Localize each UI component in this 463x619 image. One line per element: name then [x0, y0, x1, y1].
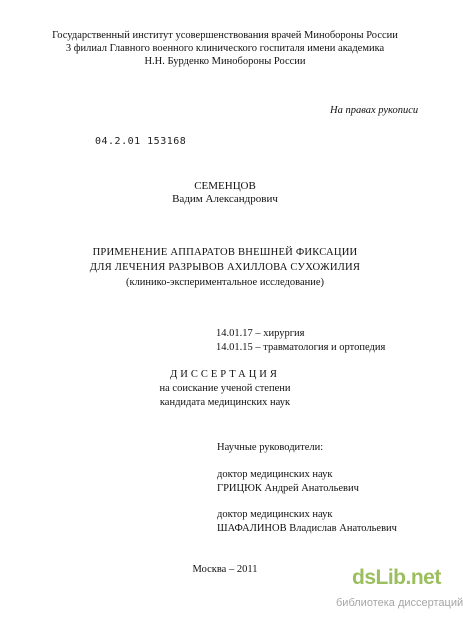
dissertation-line-2: кандидата медицинских наук [159, 397, 291, 408]
specialty-1: 14.01.17 – хирургия [216, 328, 305, 339]
title-line-2: ДЛЯ ЛЕЧЕНИЯ РАЗРЫВОВ АХИЛЛОВА СУХОЖИЛИЯ [89, 262, 361, 273]
dissertation-line-1: на соискание ученой степени [159, 383, 291, 394]
dslib-subtitle: библиотека диссертаций [336, 597, 463, 609]
author-given-names: Вадим Александрович [172, 193, 278, 205]
supervisor-2-name: ШАФАЛИНОВ Владислав Анатольевич [217, 523, 397, 534]
dslib-logo: dsLib.net [352, 566, 441, 589]
supervisor-1-degree: доктор медицинских наук [217, 469, 333, 480]
institution-line-3: Н.Н. Бурденко Минобороны России [144, 56, 306, 67]
institution-line-1: Государственный институт усовершенствования врачей Минобороны России [52, 30, 398, 41]
supervisor-1-name: ГРИЦЮК Андрей Анатольевич [217, 483, 359, 494]
supervisor-2-degree: доктор медицинских наук [217, 509, 333, 520]
title-line-1: ПРИМЕНЕНИЕ АППАРАТОВ ВНЕШНЕЙ ФИКСАЦИИ [92, 247, 358, 258]
supervisors-heading: Научные руководители: [217, 442, 324, 453]
title-subtitle: (клинико-экспериментальное исследование) [125, 277, 325, 288]
author-surname: СЕМЕНЦОВ [194, 180, 256, 192]
institution-line-2: 3 филиал Главного военного клинического госпиталя имени академика [65, 43, 385, 54]
rights-note: На правах рукописи [330, 105, 419, 116]
city-year: Москва – 2011 [192, 564, 258, 575]
library-stamp: 04.2.01 153168 [95, 136, 187, 147]
dissertation-heading: ДИССЕРТАЦИЯ [170, 369, 280, 380]
specialty-2: 14.01.15 – травматология и ортопедия [216, 342, 386, 353]
